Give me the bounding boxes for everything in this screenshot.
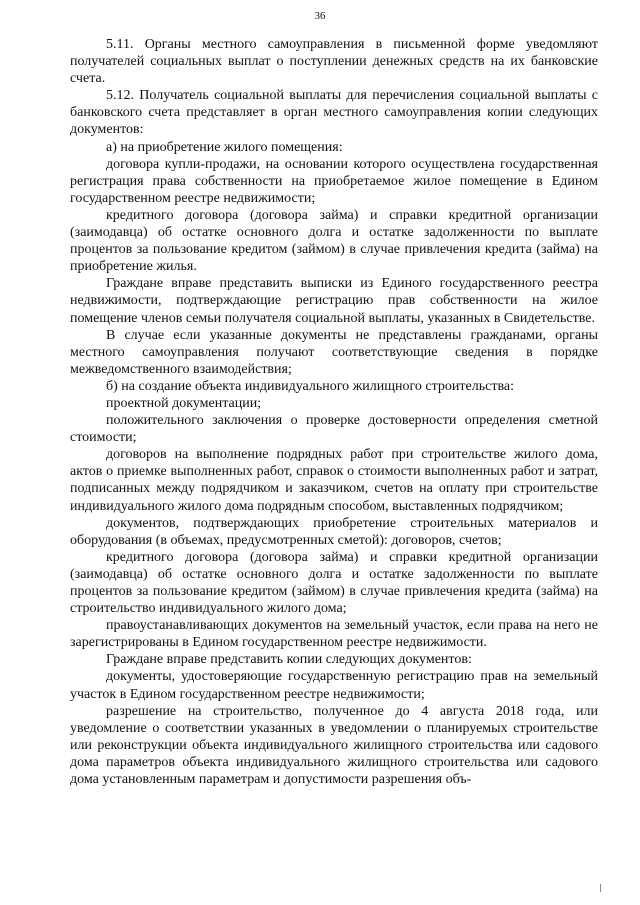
paragraph: проектной документации;: [106, 395, 262, 411]
paragraph-5-11: 5.11. Органы местного самоуправления в письменной форме уведомляют получателей социальных выплат о поступлении денежных средств на их банковские счета.: [70, 37, 598, 87]
paragraph: документы, удостоверяющие государственную регистрацию прав на земельный участок в Едином государственном реестре недвижимости;: [70, 669, 598, 702]
paragraph: правоустанавливающих документов на земельный участок, если права на него не зарегистрированы в Едином государственном реестре недвижимости.: [70, 618, 598, 651]
paragraph: разрешение на строительство, полученное до 4 августа 2018 года, или уведомление о соответствии указанных в уведомлении о планируемых строительстве или реконструкции объекта индивидуального жилищного строительства или садового дома параметров объекта индивидуального жилищного строительства или садового дома установленным параметрам и допустимости разрешения объ-: [70, 703, 598, 788]
paragraph: кредитного договора (договора займа) и справки кредитной организации (заимодавца) об остатке основного долга и остатке задолженности по выплате процентов за пользование кредитом (займом) в случае привлечения кредита (займа) на строительство индивидуального жилого дома;: [70, 549, 598, 617]
paragraph: документов, подтверждающих приобретение строительных материалов и оборудования (в объемах, предусмотренных сметой): договоров, счетов;: [70, 515, 598, 548]
paragraph-item-b: б) на создание объекта индивидуального жилищного строительства:: [106, 378, 514, 394]
paragraph: Граждане вправе представить копии следующих документов:: [106, 652, 472, 668]
document-body: [70, 36, 598, 788]
paragraph: положительного заключения о проверке достоверности определения сметной стоимости;: [70, 413, 598, 446]
paragraph: Граждане вправе представить выписки из Единого государственного реестра недвижимости, подтверждающие регистрацию прав собственности на жилое помещение членов семьи получателя социальной выплаты, указанных в Свидетельстве.: [70, 276, 598, 326]
page-number: 36: [314, 10, 326, 22]
paragraph: В случае если указанные документы не представлены гражданами, органы местного самоуправления получают соответствующие сведения в порядке межведомственного взаимодействия;: [70, 327, 598, 377]
paragraph-item-a: а) на приобретение жилого помещения:: [106, 139, 343, 155]
scan-margin-mark: [600, 884, 601, 892]
paragraph: договора купли-продажи, на основании которого осуществлена государственная регистрация права собственности на приобретаемое жилое помещение в Едином государственном реестре недвижимости;: [70, 156, 598, 206]
paragraph: договоров на выполнение подрядных работ при строительстве жилого дома, актов о приемке выполненных работ, справок о стоимости выполненных работ и затрат, подписанных между подрядчиком и заказчиком, счетов на оплату при строительстве индивидуального жилого дома подрядным способом, выставленных подрядчиком;: [70, 447, 598, 514]
paragraph: кредитного договора (договора займа) и справки кредитной организации (заимодавца) об остатке основного долга и остатке задолженности по выплате процентов за пользование кредитом (займом) в случае привлечения кредита (займа) на приобретение жилья.: [70, 207, 598, 275]
paragraph-5-12: 5.12. Получатель социальной выплаты для перечисления социальной выплаты с банковского счета представляет в орган местного самоуправления копии следующих документов:: [70, 88, 598, 138]
